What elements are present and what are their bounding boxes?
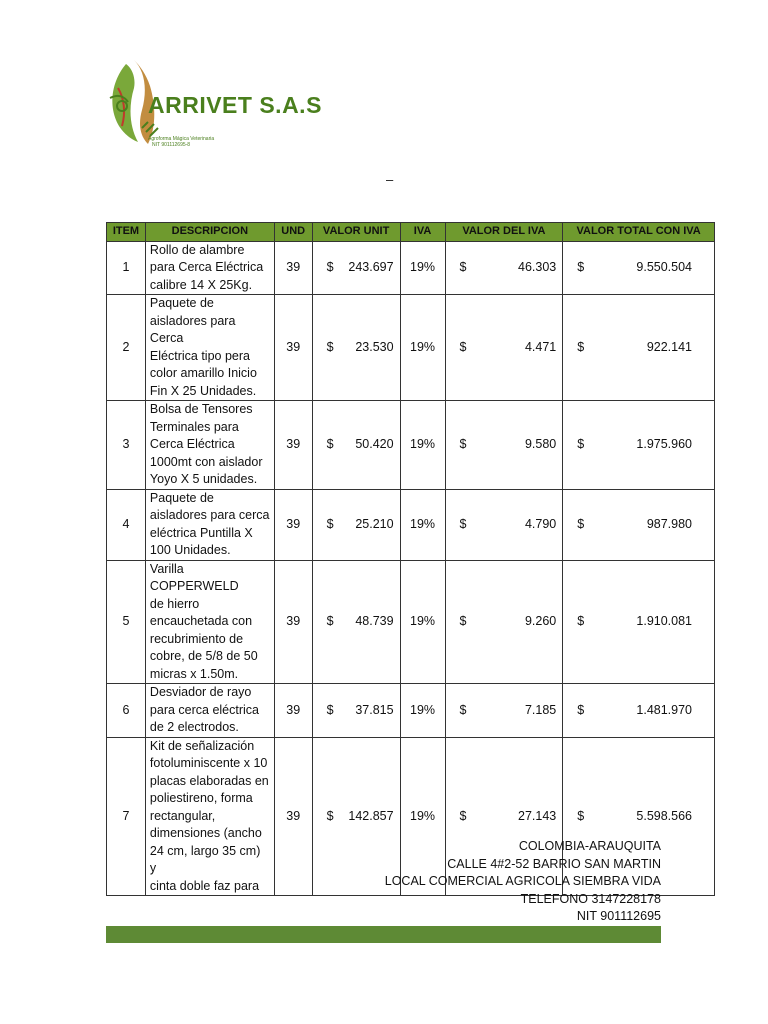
- footer-street: CALLE 4#2-52 BARRIO SAN MARTIN: [447, 856, 661, 871]
- description-line: 100 Unidades.: [149, 543, 231, 557]
- amount: 1.975.960: [636, 437, 692, 451]
- currency-symbol: $: [326, 702, 334, 717]
- description-line: Paquete de: [149, 490, 214, 505]
- description-line: encauchetada con: [149, 614, 253, 628]
- cell-unit-value: [312, 560, 400, 684]
- cell-und: 39: [274, 401, 312, 490]
- footer-bar: [106, 926, 661, 943]
- description-line: eléctrica Puntilla X: [149, 525, 253, 540]
- amount: 9.580: [524, 437, 557, 451]
- description-line: aisladores para cerca: [149, 508, 270, 522]
- description-line: recubrimiento de: [149, 631, 244, 646]
- amount: 25.210: [355, 516, 394, 531]
- description-line: para cerca eléctrica: [149, 702, 259, 717]
- amount: 987.980: [646, 516, 692, 531]
- currency-symbol: $: [326, 614, 334, 628]
- footer-address: [385, 838, 661, 926]
- description-line: calibre 14 X 25Kg.: [149, 277, 253, 292]
- cell-description: [145, 737, 274, 896]
- currency-symbol: $: [577, 516, 585, 531]
- description-line: 1000mt con aislador: [149, 454, 263, 469]
- cell-iva: 19%: [400, 560, 445, 684]
- description-line: Varilla COPPERWELD: [149, 561, 239, 593]
- amount: 50.420: [355, 437, 394, 451]
- description-line: dimensiones (ancho: [149, 826, 262, 840]
- cell-item: 6: [107, 684, 146, 738]
- cell-iva: 19%: [400, 737, 445, 896]
- description-line: micras x 1.50m.: [149, 666, 239, 681]
- header-und: UND: [274, 223, 312, 242]
- cell-iva: 19%: [400, 684, 445, 738]
- company-nit-small: NIT 901112695-8: [152, 142, 191, 148]
- currency-symbol: $: [459, 808, 467, 823]
- amount: 7.185: [524, 702, 557, 717]
- description-line: Eléctrica tipo pera: [149, 348, 250, 363]
- company-tagline: Agroforma Mágica Veterinaria: [148, 136, 215, 142]
- cell-und: 39: [274, 560, 312, 684]
- description-line: placas elaboradas en: [149, 773, 269, 788]
- header-item: ITEM: [107, 223, 146, 242]
- description-line: Rollo de alambre: [149, 242, 245, 257]
- description-line: cinta doble faz para: [149, 878, 260, 893]
- amount: 48.739: [355, 614, 394, 628]
- cell-description: [145, 295, 274, 401]
- description-line: de 2 electrodos.: [149, 720, 239, 734]
- cell-item: 2: [107, 295, 146, 401]
- cell-total: [563, 241, 715, 295]
- amount: 243.697: [348, 260, 394, 274]
- description-line: color amarillo Inicio: [149, 366, 257, 380]
- header-iva: IVA: [400, 223, 445, 242]
- footer-store: LOCAL COMERCIAL AGRICOLA SIEMBRA VIDA: [384, 874, 661, 888]
- description-line: cobre, de 5/8 de 50: [149, 649, 258, 663]
- footer-nit: NIT 901112695: [576, 909, 661, 923]
- description-line: Bolsa de Tensores: [149, 402, 253, 416]
- cell-total: [563, 401, 715, 490]
- cell-unit-value: [312, 241, 400, 295]
- cell-iva-value: [445, 295, 563, 401]
- amount: 9.260: [524, 614, 557, 628]
- cell-und: 39: [274, 241, 312, 295]
- items-table: [106, 222, 715, 896]
- cell-unit-value: [312, 295, 400, 401]
- cell-iva: 19%: [400, 489, 445, 560]
- description-line: fotoluminiscente x 10: [149, 756, 268, 770]
- cell-description: [145, 560, 274, 684]
- table-row: [107, 489, 715, 560]
- currency-symbol: $: [459, 702, 467, 717]
- header-iva-value: VALOR DEL IVA: [445, 223, 563, 242]
- cell-unit-value: [312, 489, 400, 560]
- footer-country-city: COLOMBIA-ARAUQUITA: [518, 839, 661, 853]
- company-name: ARRIVET S.A.S: [148, 92, 322, 118]
- table-row: [107, 684, 715, 738]
- amount: 5.598.566: [636, 808, 692, 823]
- footer-phone: TELEFONO 3147228178: [520, 891, 661, 906]
- description-line: poliestireno, forma: [149, 791, 253, 805]
- currency-symbol: $: [577, 437, 585, 451]
- currency-symbol: $: [326, 808, 334, 823]
- amount: 9.550.504: [636, 260, 692, 274]
- currency-symbol: $: [577, 339, 585, 354]
- cell-und: 39: [274, 684, 312, 738]
- separator-dash: –: [386, 172, 394, 187]
- cell-item: 7: [107, 737, 146, 896]
- amount: 46.303: [518, 260, 557, 274]
- amount: 37.815: [355, 702, 394, 717]
- description-line: Terminales para: [149, 419, 239, 434]
- cell-und: 39: [274, 295, 312, 401]
- currency-symbol: $: [326, 437, 334, 451]
- amount: 142.857: [348, 808, 394, 823]
- description-line: 24 cm, largo 35 cm) y: [149, 843, 261, 875]
- cell-total: [563, 560, 715, 684]
- amount: 1.910.081: [636, 614, 692, 628]
- cell-iva-value: [445, 560, 563, 684]
- currency-symbol: $: [326, 260, 334, 274]
- description-line: Fin X 25 Unidades.: [149, 383, 257, 398]
- currency-symbol: $: [577, 260, 585, 274]
- cell-und: 39: [274, 489, 312, 560]
- cell-iva-value: [445, 241, 563, 295]
- cell-iva-value: [445, 401, 563, 490]
- table-header-row: [107, 223, 715, 242]
- currency-symbol: $: [459, 260, 467, 274]
- amount: 922.141: [646, 339, 692, 354]
- cell-unit-value: [312, 401, 400, 490]
- amount: 4.471: [524, 339, 557, 354]
- table-row: [107, 401, 715, 490]
- description-line: Yoyo X 5 unidades.: [149, 472, 258, 486]
- cell-iva-value: [445, 489, 563, 560]
- description-line: aisladores para Cerca: [149, 313, 236, 345]
- description-line: para Cerca Eléctrica: [149, 260, 264, 274]
- currency-symbol: $: [577, 808, 585, 823]
- cell-iva: 19%: [400, 295, 445, 401]
- currency-symbol: $: [459, 614, 467, 628]
- table-row: [107, 560, 715, 684]
- header-total: VALOR TOTAL CON IVA: [563, 223, 715, 242]
- description-line: rectangular,: [149, 808, 216, 823]
- cell-item: 1: [107, 241, 146, 295]
- currency-symbol: $: [326, 516, 334, 531]
- cell-iva-value: [445, 684, 563, 738]
- description-line: Desviador de rayo: [149, 685, 252, 699]
- currency-symbol: $: [459, 516, 467, 531]
- amount: 4.790: [524, 516, 557, 531]
- cell-und: 39: [274, 737, 312, 896]
- cell-total: [563, 684, 715, 738]
- table-row: [107, 241, 715, 295]
- cell-item: 4: [107, 489, 146, 560]
- description-line: Kit de señalización: [149, 738, 255, 753]
- cell-unit-value: [312, 684, 400, 738]
- currency-symbol: $: [577, 702, 585, 717]
- currency-symbol: $: [577, 614, 585, 628]
- cell-item: 5: [107, 560, 146, 684]
- description-line: Paquete de: [149, 296, 214, 310]
- header-unit-value: VALOR UNIT: [312, 223, 400, 242]
- amount: 27.143: [518, 808, 557, 823]
- amount: 23.530: [355, 339, 394, 354]
- cell-item: 3: [107, 401, 146, 490]
- header-description: DESCRIPCION: [145, 223, 274, 242]
- cell-description: [145, 489, 274, 560]
- currency-symbol: $: [459, 437, 467, 451]
- description-line: de hierro: [149, 596, 200, 611]
- cell-total: [563, 489, 715, 560]
- cell-iva: 19%: [400, 241, 445, 295]
- currency-symbol: $: [459, 339, 467, 354]
- cell-description: [145, 684, 274, 738]
- cell-description: [145, 401, 274, 490]
- description-line: Cerca Eléctrica: [149, 437, 235, 451]
- cell-total: [563, 295, 715, 401]
- cell-description: [145, 241, 274, 295]
- currency-symbol: $: [326, 339, 334, 354]
- amount: 1.481.970: [636, 702, 692, 717]
- cell-iva: 19%: [400, 401, 445, 490]
- table-row: [107, 295, 715, 401]
